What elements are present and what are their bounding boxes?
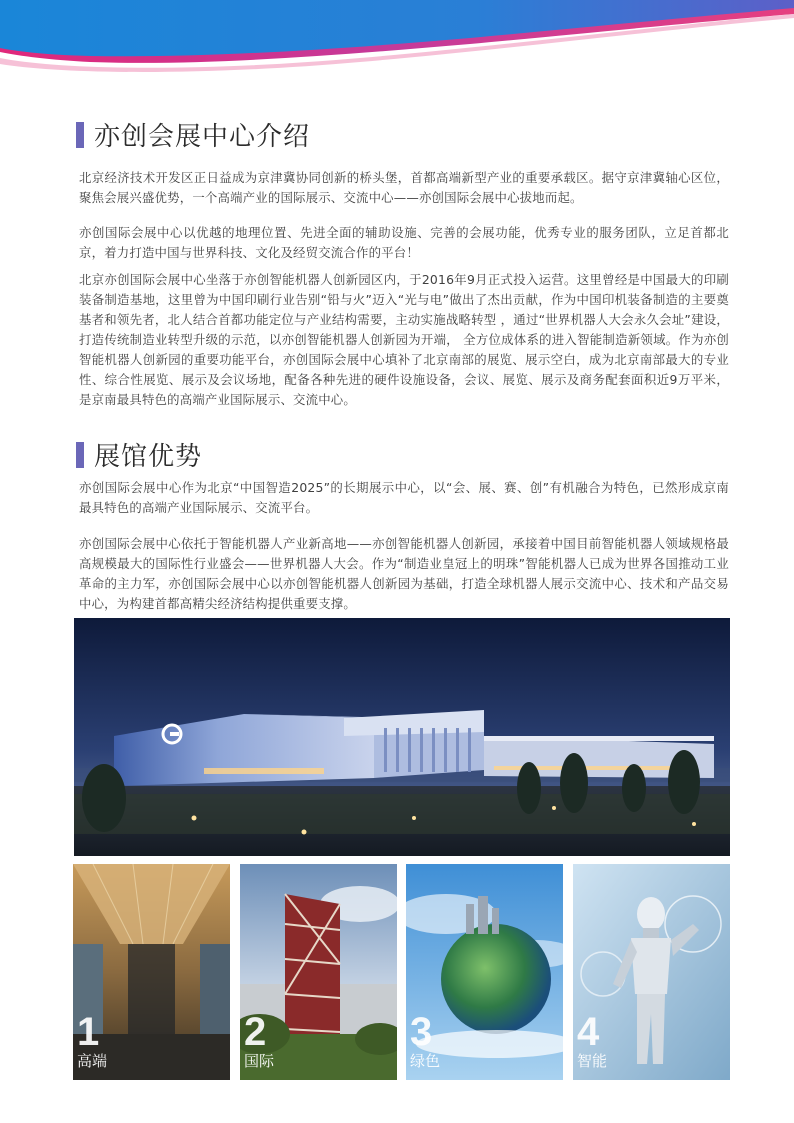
section-title-text: 亦创会展中心介绍 [94, 122, 311, 152]
section-title-text: 展馆优势 [94, 442, 203, 472]
thumbnail-number: 1 [77, 1010, 100, 1054]
exhibition-center-night-photo [74, 618, 730, 856]
thumbnail-number: 4 [577, 1010, 600, 1054]
section-title-advantages [76, 436, 202, 473]
thumbnail-caption: 高端 [77, 1052, 108, 1070]
thumbnail-caption: 国际 [244, 1052, 275, 1070]
thumbnail-card [573, 864, 730, 1080]
thumbnail-card [73, 864, 230, 1080]
intro-paragraph-2: 亦创国际会展中心以优越的地理位置、先进全面的辅助设施、完善的会展功能，优秀专业的服务团队，立足首都北京，着力打造中国与世界科技、文化及经贸交流合作的平台！ [79, 225, 729, 260]
advantage-paragraph-2: 亦创国际会展中心依托于智能机器人产业新高地——亦创智能机器人创新园，承接着中国目前智能机器人领域规格最高规模最大的国际性行业盛会——世界机器人大会。作为“制造业皇冠上的明珠”智能机器人已成为世界各国推动工业革命的主力军，亦创国际会展中心以亦创智能机器人创新园为基础，打造全球机器人展示交流中心、技术和产品交易中心，为构建首都高精尖经济结构提供重要支撑。 [79, 536, 729, 611]
thumbnail-caption: 智能 [577, 1052, 608, 1070]
header-wave-decoration [0, 0, 794, 80]
thumbnail-caption: 绿色 [410, 1052, 441, 1070]
intro-paragraph-1: 北京经济技术开发区正日益成为京津冀协同创新的桥头堡，首都高端新型产业的重要承载区。据守京津冀轴心区位，聚焦会展兴盛优势，一个高端产业的国际展示、交流中心——亦创国际会展中心拔地而起。 [79, 170, 729, 205]
section-title-intro [76, 116, 310, 153]
intro-paragraph-3: 北京亦创国际会展中心坐落于亦创智能机器人创新园区内，于2016年9月正式投入运营。这里曾经是中国最大的印刷装备制造基地，这里曾为中国印刷行业告别“铅与火”迈入“光与电”做出了杰出贡献，作为中国印机装备制造的主要奠基者和领先者，北人结合首都功能定位与产业结构需要，主动实施战略转型 ，通过“世界机器人大会永久会址”建设，打造传统制造业转型升级的示范，以亦创智能机器人创新园为开端， 全方位成体系的进入智能制造新领域。作为亦创智能机器人创新园的重要功能平台，亦创国际会展中心填补了北京南部的展览、展示空白，成为北京南部最大的专业性、综合性展览、展示及会议场地，配备各种先进的硬件设施设备，会议、展览、展示及商务配套面积近9万平米，是京南最具特色的高端产业国际展示、交流中心。 [79, 272, 729, 407]
title-accent-bar [76, 122, 84, 148]
thumbnail-card [240, 864, 397, 1080]
thumbnail-number: 3 [410, 1010, 433, 1054]
thumbnail-number: 2 [244, 1010, 267, 1054]
thumbnail-card [406, 864, 563, 1080]
title-accent-bar [76, 442, 84, 468]
advantage-paragraph-1: 亦创国际会展中心作为北京“中国智造2025”的长期展示中心，以“会、展、赛、创”有机融合为特色，已然形成京南最具特色的高端产业国际展示、交流平台。 [79, 480, 729, 515]
